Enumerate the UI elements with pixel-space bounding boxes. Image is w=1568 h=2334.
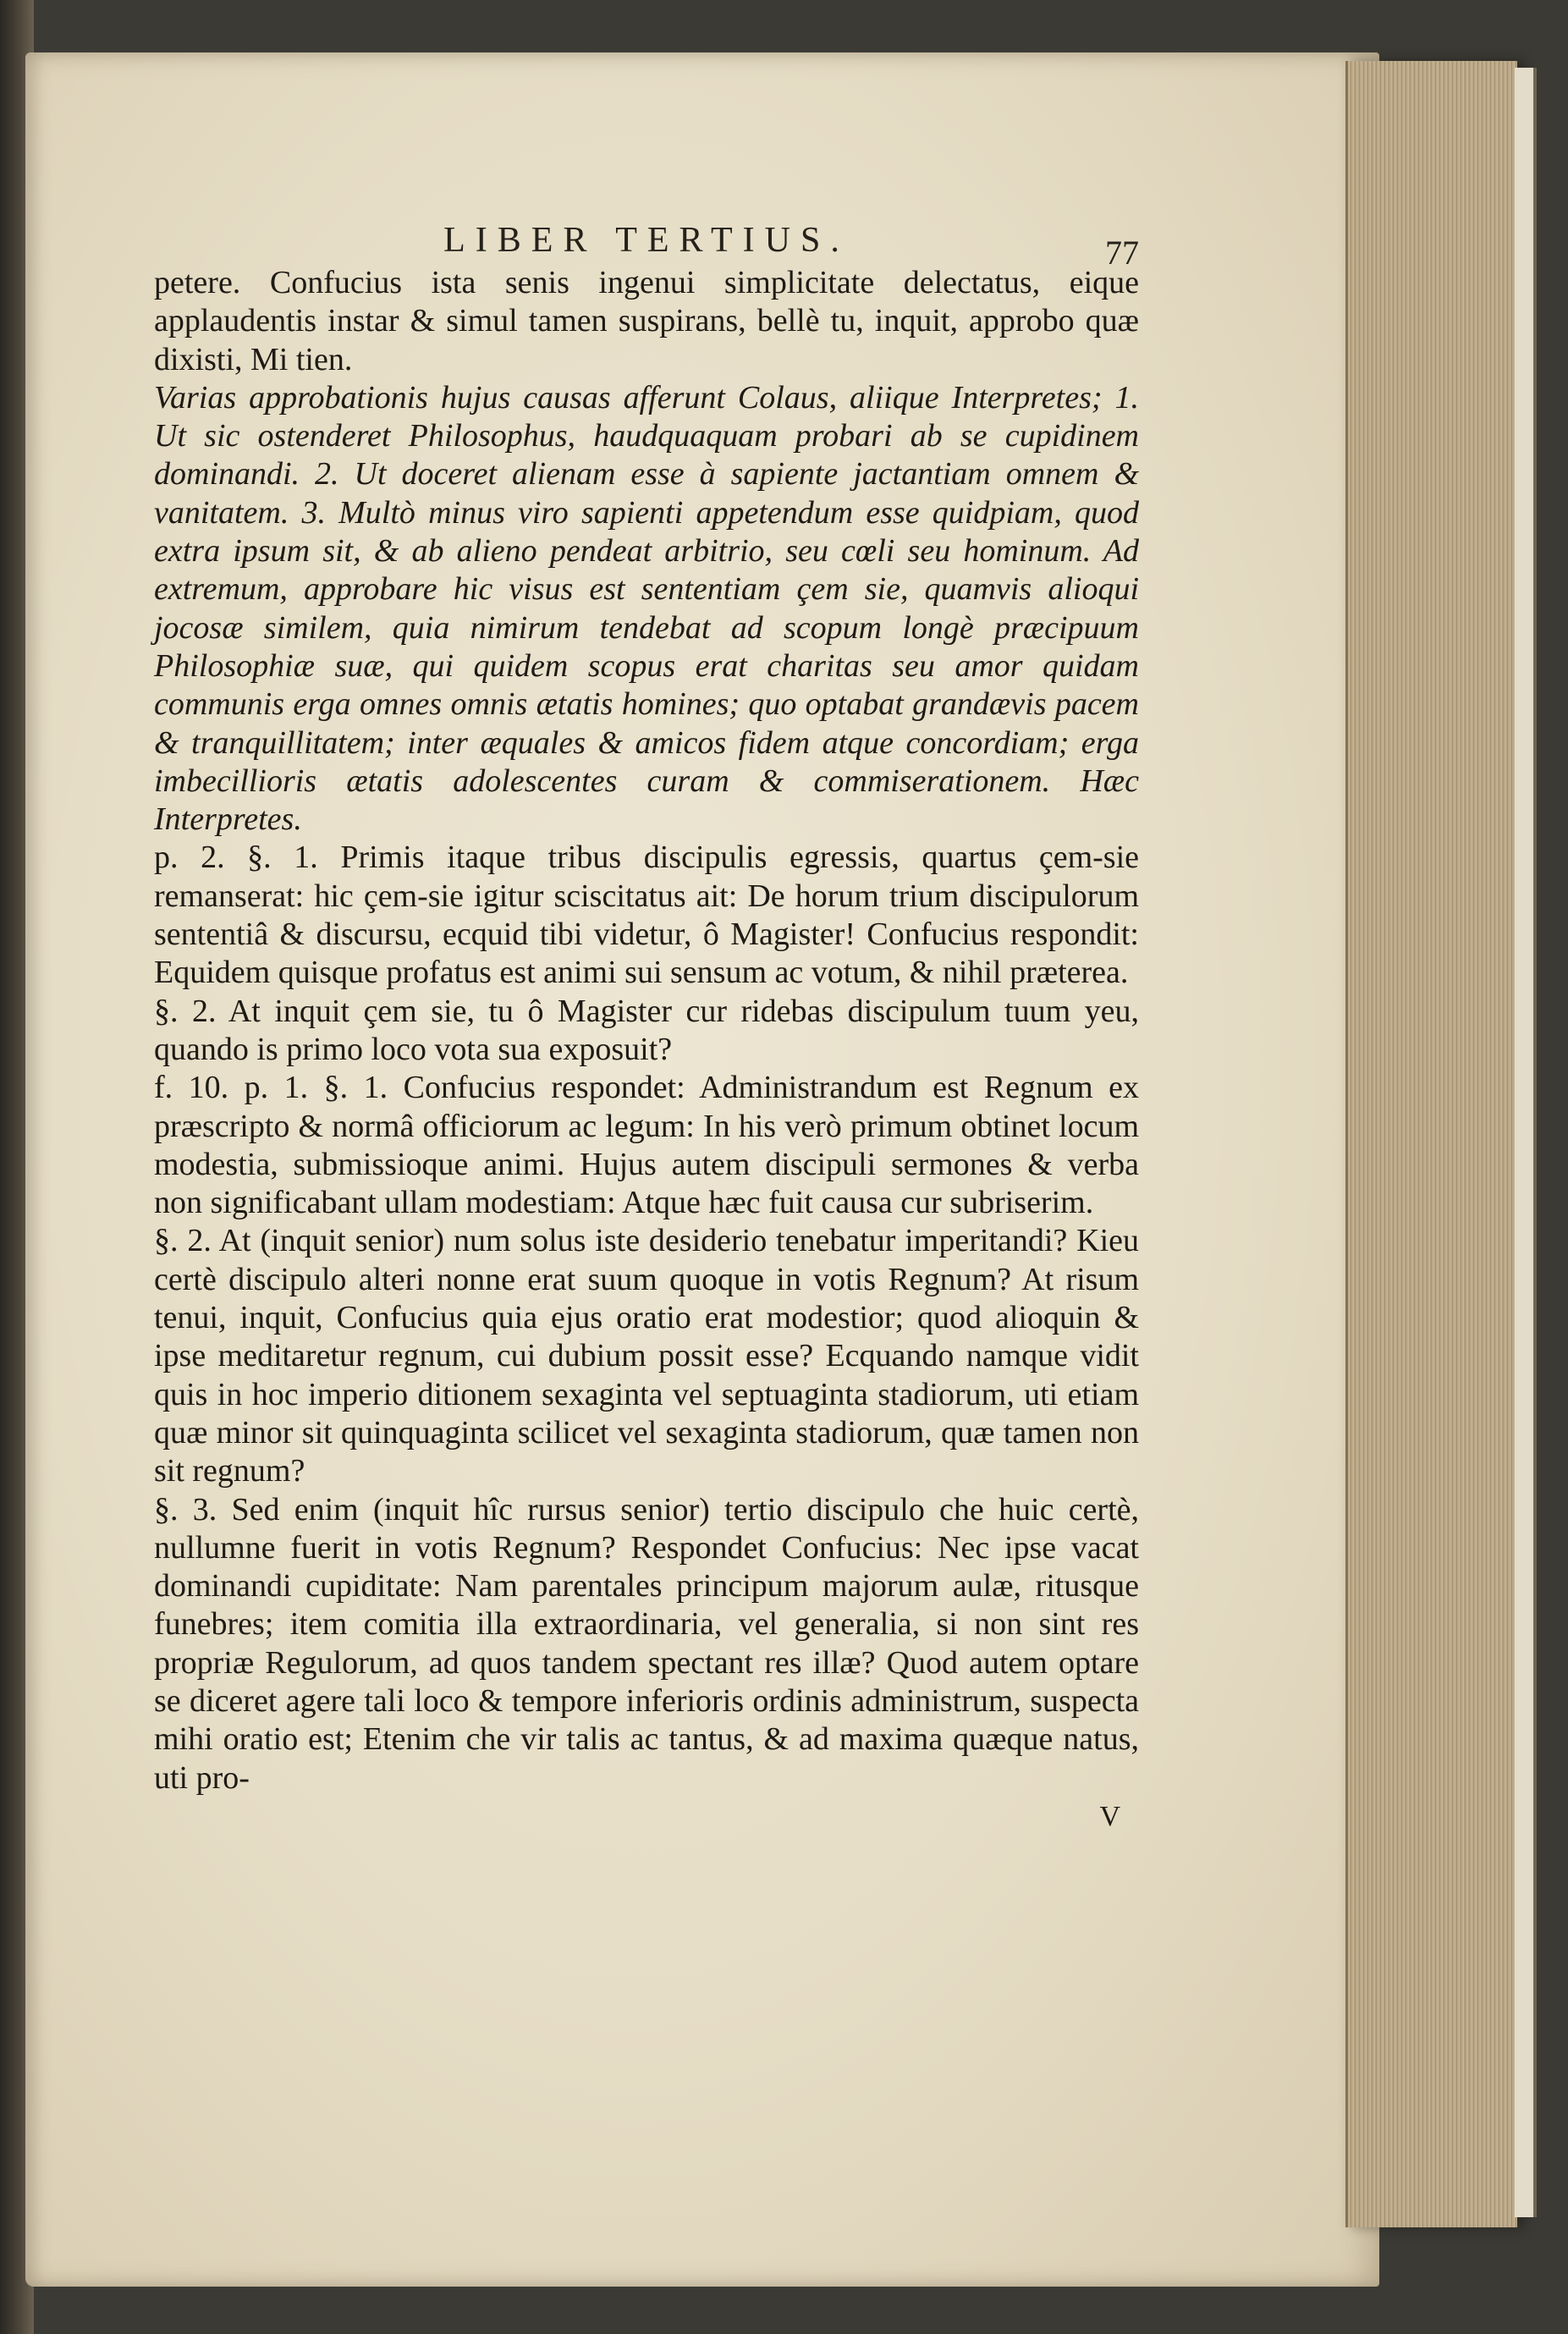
paragraph-commentary: Varias approbationis hujus causas afferunt Colaus, aliique Interpretes; 1. Ut sic ostenderet Philosophus, haudquaquam probari ab se cupidinem dominandi. 2. Ut doceret alienam esse à sapiente jactantiam omnem & vanitatem. 3. Multò minus viro sapienti appetendum esse quidpiam, quod extra ipsum sit, & ab alieno pendeat arbitrio, seu cœli seu hominum. Ad extremum, approbare hic visus est sententiam çem sie, quamvis alioqui jocosæ similem, quia nimirum tendebat ad scopum longè præcipuum Philosophiæ suæ, qui quidem scopus erat charitas seu amor quidam communis erga omnes omnis ætatis homines; quo optabat grandævis pacem & tranquillitatem; inter æquales & amicos fidem atque concordiam; erga imbecillioris ætatis adolescentes curam & commiserationem. Hæc Interpretes. xyxy=(154,379,1139,838)
header-line xyxy=(154,221,1139,272)
paragraph-p2-s1: p. 2. §. 1. Primis itaque tribus discipulis egressis, quartus çem-sie remanserat: hic çem-sie igitur sciscitatus ait: De horum trium discipulorum sententiâ & discursu, ecquid tibi videtur, ô Magister! Confucius respondit: Equidem quisque profatus est animi sui sensum ac votum, & nihil præterea. xyxy=(154,839,1139,991)
book-edge-strip xyxy=(1515,68,1537,2217)
paragraph-opening: petere. Confucius ista senis ingenui simplicitate delectatus, eique applaudentis instar & simul tamen suspirans, bellè tu, inquit, approbo quæ dixisti, Mi tien. xyxy=(154,265,1139,377)
paragraph-f10-s1: f. 10. p. 1. §. 1. Confucius respondet: Administrandum est Regnum ex præscripto & normâ officiorum ac legum: In his verò primum obtinet locum modestia, submissioque animi. Hujus autem discipuli sermones & verba non significabant ullam modestiam: Atque hæc fuit causa cur subriserim. xyxy=(154,1070,1139,1221)
paragraph-p2-s2: §. 2. At inquit çem sie, tu ô Magister cur ridebas discipulum tuum yeu, quando is primo loco vota sua exposuit? xyxy=(154,993,1139,1067)
page-number: 77 xyxy=(1105,234,1139,272)
signature-line xyxy=(154,1797,1139,1840)
page-fore-edge xyxy=(1345,61,1517,2227)
paragraph-f10-s3: §. 3. Sed enim (inquit hîc rursus senior) tertio discipulo che huic certè, nullumne fuerit in votis Regnum? Respondet Confucius: Nec ipse vacat dominandi cupiditate: Nam parentales principum majorum aulæ, ritusque funebres; item comitia illa extraordinaria, vel generalia, si non sint res propriæ Regulorum, ad quos tandem spectant res illæ? Quod autem optare se diceret agere tali loco & tempore inferioris ordinis administrum, suspecta mihi oratio est; Etenim che vir talis ac tantus, & ad maxima quæque natus, uti pro- xyxy=(154,1491,1139,1796)
page-text-block xyxy=(154,222,1139,1840)
running-head: LIBER TERTIUS. xyxy=(443,221,850,260)
signature-mark: V xyxy=(1099,1800,1120,1832)
paragraph-f10-s2: §. 2. At (inquit senior) num solus iste desiderio tenebatur imperitandi? Kieu certè discipulo alteri nonne erat suum quoque in votis Regnum? At risum tenui, inquit, Confucius quia ejus oratio erat modestior; quod alioquin & ipse meditaretur regnum, cui dubium possit esse? Ecquando namque vidit quis in hoc imperio ditionem sexaginta vel septuaginta stadiorum, uti etiam quæ minor sit quinquaginta scilicet vel sexaginta stadiorum, quæ tamen non sit regnum? xyxy=(154,1223,1139,1489)
